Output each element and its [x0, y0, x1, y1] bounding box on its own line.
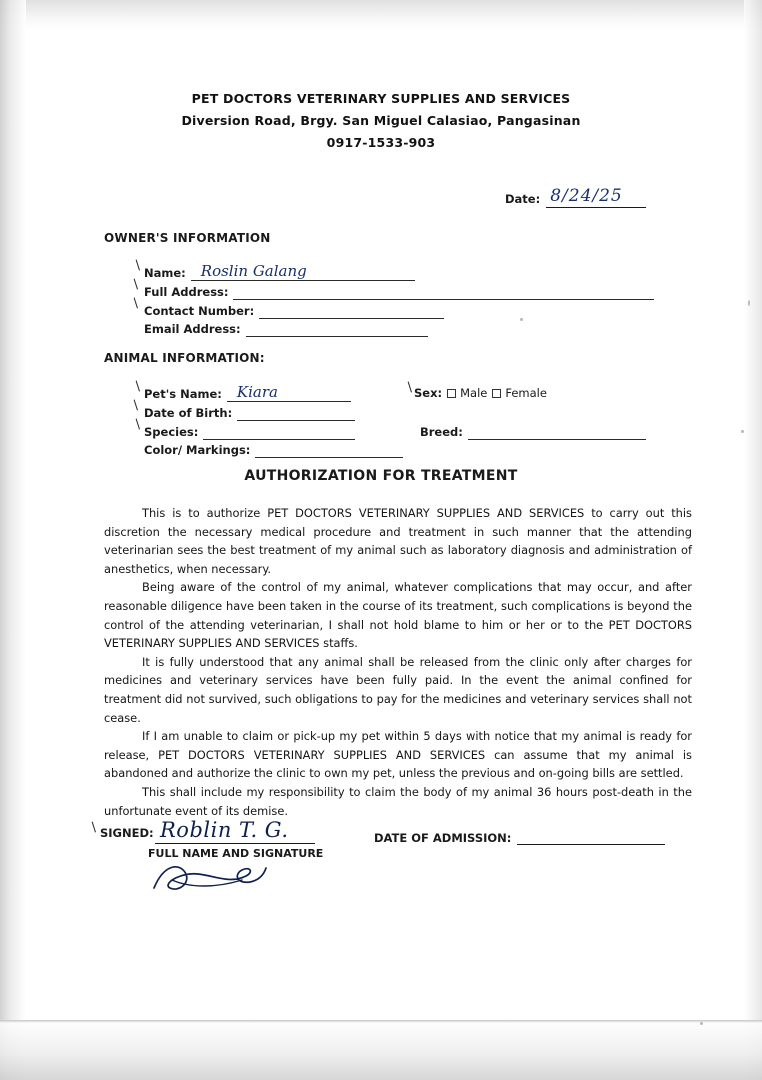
authorization-heading: AUTHORIZATION FOR TREATMENT	[244, 468, 518, 484]
authorization-paragraph-2: Being aware of the control of my animal, whatever complications that may occur, and after reasonable diligence have been taken in the course of its treatment, such complications is beyond the control of the attending veterinarian, I shall not hold blame to him or her or to the PET DOCTORS VETERINARY SUPPLIES AND SERVICES staffs.	[104, 580, 692, 651]
owner-email-label: Email Address:	[144, 322, 241, 336]
pet-name-handwritten-value: Kiara	[236, 383, 278, 401]
owner-email-rule[interactable]	[246, 321, 428, 337]
date-of-admission-rule[interactable]	[517, 829, 665, 845]
pen-tick-mark: /	[130, 296, 143, 311]
clinic-phone: 0917-1533-903	[326, 135, 436, 150]
pen-tick-mark: /	[132, 417, 145, 432]
date-of-admission-label: DATE OF ADMISSION:	[374, 831, 512, 845]
pet-species-field[interactable]	[144, 423, 355, 440]
owner-address-field[interactable]	[144, 283, 654, 300]
pen-tick-mark: /	[404, 380, 417, 395]
pen-tick-mark: /	[88, 820, 101, 835]
letterhead	[0, 88, 762, 154]
pet-breed-rule[interactable]	[468, 424, 646, 440]
sex-option-male-label: Male	[460, 386, 488, 400]
authorization-paragraph-4: If I am unable to claim or pick-up my pet within 5 days with notice that my animal is ready for release, PET DOCTORS VETERINARY SUPPLIES AND SERVICES can assume that my animal is abandoned and authorize the clinic to own my pet, unless the previous and on-going bills are settled.	[104, 729, 692, 781]
authorization-paragraph-3: It is fully understood that any animal shall be released from the clinic only after charges for medicines and veterinary services have been fully paid. In the event the animal confined for treatment did not survived, such obligations to pay for the medicines and veterinary services shall not cease.	[104, 654, 692, 725]
pet-dob-rule[interactable]	[237, 405, 355, 421]
sex-option-female[interactable]	[492, 386, 547, 400]
authorization-paragraph-1: This is to authorize PET DOCTORS VETERINARY SUPPLIES AND SERVICES to carry out this discretion the necessary medical procedure and treatment in such manner that the attending veterinarian sees the best treatment of my animal such as laboratory diagnosis and administration of anesthetics, when necessary.	[104, 506, 692, 576]
pet-name-label: Pet's Name:	[144, 387, 222, 401]
authorization-paragraph-5: This shall include my responsibility to claim the body of my animal 36 hours post-death in the unfortunate event of its demise.	[104, 784, 692, 818]
owner-name-handwritten-value: Roslin Galang	[200, 262, 307, 280]
pen-tick-mark: /	[132, 379, 145, 394]
sex-field[interactable]	[414, 386, 547, 400]
authorization-body	[104, 504, 692, 820]
pet-species-rule[interactable]	[203, 424, 355, 440]
signature-caption: FULL NAME AND SIGNATURE	[148, 847, 324, 860]
pet-color-label: Color/ Markings:	[144, 443, 251, 457]
owner-email-field[interactable]	[144, 320, 428, 337]
pet-color-rule[interactable]	[255, 442, 403, 458]
scan-speck	[520, 318, 523, 321]
owner-contact-rule[interactable]	[259, 303, 444, 319]
sex-option-male[interactable]	[447, 386, 487, 400]
sex-option-female-label: Female	[505, 386, 547, 400]
owner-address-label: Full Address:	[144, 285, 229, 299]
signature-scribble-icon	[150, 858, 270, 898]
clinic-address: Diversion Road, Brgy. San Miguel Calasiao, Pangasinan	[181, 113, 581, 128]
owner-name-label: Name:	[144, 266, 186, 280]
signature-rule[interactable]	[155, 843, 315, 844]
pen-tick-mark: /	[130, 398, 143, 413]
checkbox-female-icon[interactable]	[492, 389, 501, 398]
pet-color-field[interactable]	[144, 441, 403, 458]
pen-tick-mark: /	[130, 277, 143, 292]
pet-species-label: Species:	[144, 425, 199, 439]
animal-section-title: ANIMAL INFORMATION:	[104, 351, 265, 365]
pet-dob-label: Date of Birth:	[144, 406, 233, 420]
date-handwritten-value: 8/24/25	[550, 186, 623, 206]
date-input-rule[interactable]	[546, 188, 646, 208]
owner-name-rule[interactable]	[191, 262, 415, 281]
signed-label: SIGNED:	[100, 826, 154, 840]
date-of-admission-field[interactable]	[374, 829, 665, 845]
pen-tick-mark: /	[132, 258, 145, 273]
date-field[interactable]	[505, 188, 646, 208]
checkbox-male-icon[interactable]	[447, 389, 456, 398]
scan-speck	[700, 1022, 703, 1025]
owner-section-title: OWNER'S INFORMATION	[104, 231, 271, 245]
pet-name-field[interactable]	[144, 385, 351, 402]
pet-dob-field[interactable]	[144, 404, 355, 421]
pet-breed-field[interactable]	[420, 423, 646, 440]
signature-handwritten-name: Roblin T. G.	[160, 818, 289, 842]
date-label: Date:	[505, 192, 541, 206]
scan-speck	[741, 430, 744, 433]
owner-contact-label: Contact Number:	[144, 304, 255, 318]
owner-name-field[interactable]	[144, 264, 415, 281]
clinic-name: PET DOCTORS VETERINARY SUPPLIES AND SERVICES	[191, 91, 571, 106]
pet-breed-label: Breed:	[420, 425, 463, 439]
pet-name-rule[interactable]	[227, 383, 351, 402]
owner-address-rule[interactable]	[233, 284, 654, 300]
scan-speck	[748, 300, 750, 306]
owner-contact-field[interactable]	[144, 302, 444, 319]
sex-label: Sex:	[414, 386, 443, 400]
